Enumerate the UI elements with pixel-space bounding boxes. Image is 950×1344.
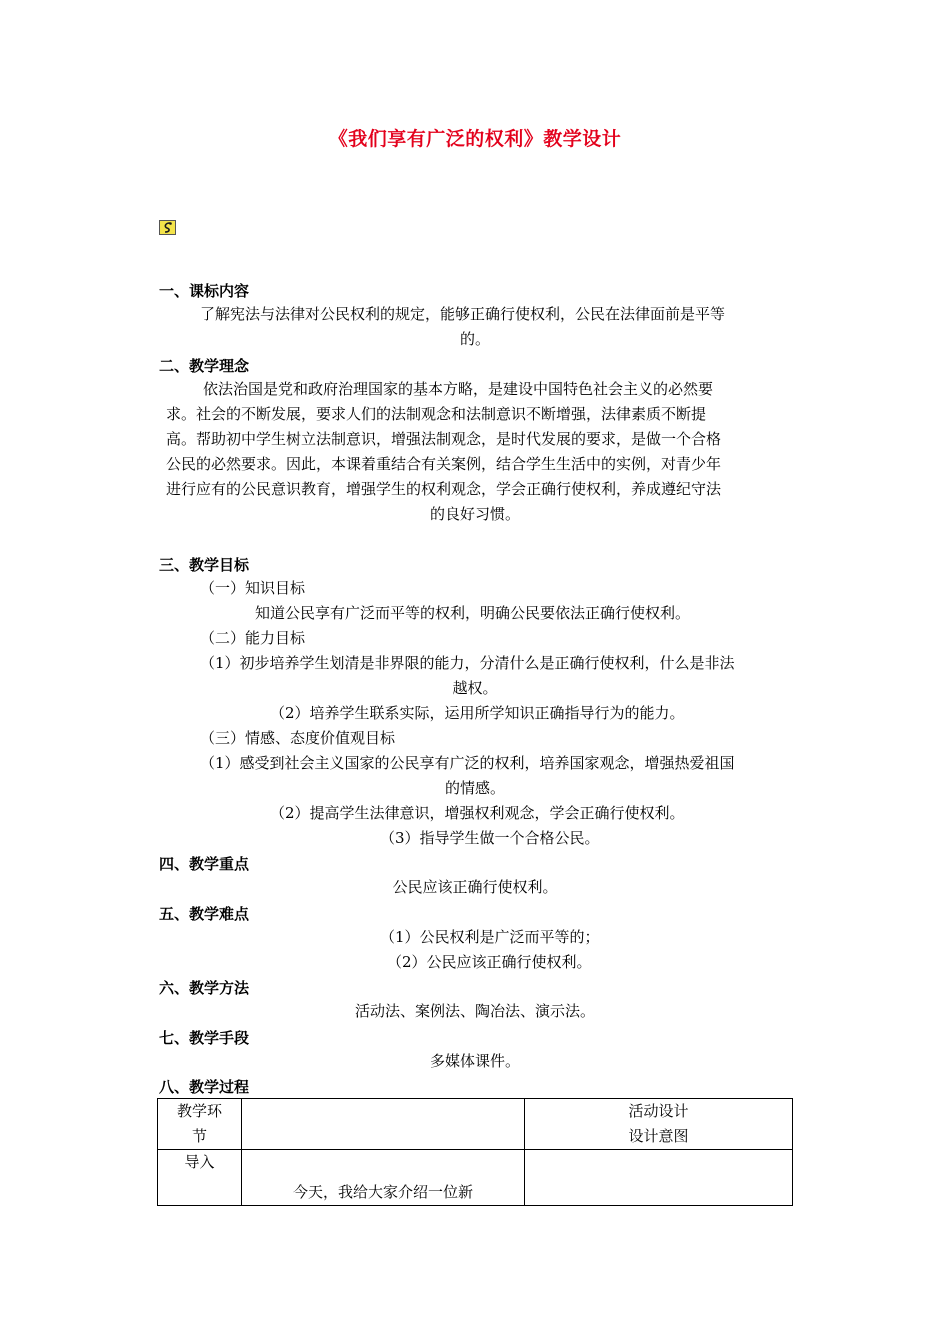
key-points-text: 公民应该正确行使权利。	[392, 878, 558, 896]
objective-emotion-item-2: （2）提高学生法律意识，增强权利观念，学会正确行使权利。	[270, 804, 685, 822]
section-heading-methods: 六、教学方法	[159, 979, 250, 997]
header-stage-line-1: 教学环	[176, 1102, 222, 1120]
objective-ability-item-2: （2）培养学生联系实际，运用所学知识正确指导行为的能力。	[270, 704, 685, 722]
objective-knowledge-heading: （一）知识目标	[200, 579, 306, 597]
objective-ability-item-1: （1）初步培养学生划清是非界限的能力，分清什么是正确行使权利，什么是非法	[200, 654, 735, 672]
objective-emotion-item-3: （3）指导学生做一个合格公民。	[380, 829, 600, 847]
objective-emotion-heading: （三）情感、态度价值观目标	[200, 729, 396, 747]
header-design-line-1: 活动设计	[628, 1102, 689, 1120]
difficulties-item-2: （2）公民应该正确行使权利。	[387, 953, 592, 971]
philosophy-text-line-1: 依法治国是党和政府治理国家的基本方略，是建设中国特色社会主义的必然要	[203, 380, 714, 398]
means-text: 多媒体课件。	[429, 1052, 520, 1070]
objective-emotion-item-1: （1）感受到社会主义国家的公民享有广泛的权利，培养国家观念，增强热爱祖国	[200, 754, 735, 772]
philosophy-text-line-5: 进行应有的公民意识教育，增强学生的权利观念，学会正确行使权利，养成遵纪守法	[166, 480, 722, 498]
section-heading-means: 七、教学手段	[159, 1029, 250, 1047]
process-table	[157, 1098, 793, 1206]
philosophy-text-line-3: 高。帮助初中学生树立法制意识，增强法制观念，是时代发展的要求，是做一个合格	[166, 430, 722, 448]
philosophy-text-line-6: 的良好习惯。	[429, 505, 520, 523]
objective-emotion-item-1-cont: 的情感。	[444, 779, 505, 797]
document-logo-icon	[159, 220, 176, 235]
difficulties-item-1: （1）公民权利是广泛而平等的；	[380, 928, 600, 946]
row-cell-content: 今天，我给大家介绍一位新	[242, 1150, 525, 1206]
document-title: 《我们享有广泛的权利》教学设计	[328, 128, 622, 150]
section-heading-key-points: 四、教学重点	[159, 855, 250, 873]
row-cell-design	[525, 1150, 793, 1206]
table-row	[158, 1150, 793, 1206]
section-heading-process: 八、教学过程	[159, 1078, 250, 1096]
objective-knowledge-text: 知道公民享有广泛而平等的权利，明确公民要依法正确行使权利。	[255, 604, 691, 622]
header-cell-design	[525, 1099, 793, 1150]
curriculum-text-line-2: 的。	[459, 330, 490, 348]
header-cell-content	[242, 1099, 525, 1150]
curriculum-text-line-1: 了解宪法与法律对公民权利的规定，能够正确行使权利，公民在法律面前是平等	[200, 305, 726, 323]
header-cell-stage	[158, 1099, 242, 1150]
objective-ability-heading: （二）能力目标	[200, 629, 306, 647]
section-heading-difficulties: 五、教学难点	[159, 905, 250, 923]
philosophy-text-line-2: 求。社会的不断发展，要求人们的法制观念和法制意识不断增强，法律素质不断提	[166, 405, 707, 423]
objective-ability-item-1-cont: 越权。	[452, 679, 498, 697]
section-heading-objectives: 三、教学目标	[159, 556, 250, 574]
row-cell-stage: 导入	[158, 1150, 242, 1206]
table-header-row	[158, 1099, 793, 1150]
header-stage-line-2: 节	[191, 1127, 207, 1145]
header-design-line-2: 设计意图	[628, 1127, 689, 1145]
philosophy-text-line-4: 公民的必然要求。因此，本课着重结合有关案例，结合学生生活中的实例，对青少年	[166, 455, 722, 473]
section-heading-curriculum: 一、课标内容	[159, 282, 250, 300]
section-heading-philosophy: 二、教学理念	[159, 357, 250, 375]
methods-text: 活动法、案例法、陶冶法、演示法。	[354, 1002, 595, 1020]
